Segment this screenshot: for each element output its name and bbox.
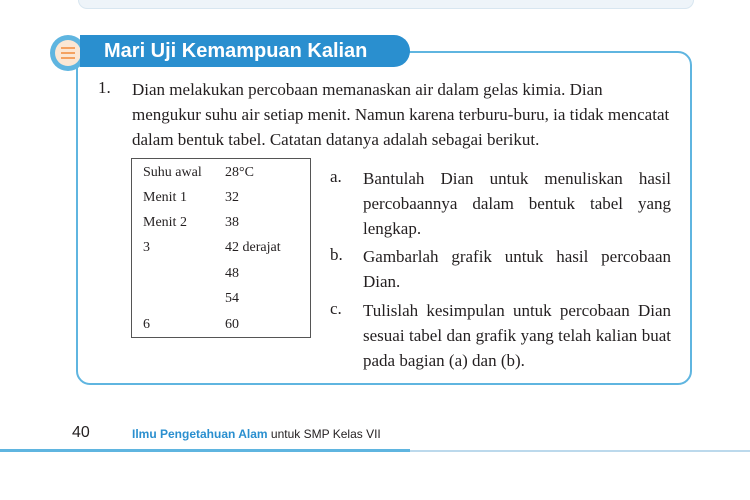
book-subtitle: untuk SMP Kelas VII: [267, 427, 381, 441]
table-cell: 38: [225, 215, 239, 230]
table-cell: 54: [225, 291, 239, 306]
section-title: Mari Uji Kemampuan Kalian: [80, 35, 410, 67]
book-subject: Ilmu Pengetahuan Alam: [132, 427, 268, 441]
option-text: Tulislah kesimpulan untuk percobaan Dian sesuai tabel dan grafik yang telah kalian buat pada bagian (a) dan (b).: [363, 301, 671, 370]
option-letter: a.: [330, 167, 342, 186]
table-cell: 6: [143, 317, 150, 332]
question-text: Dian melakukan percobaan memanaskan air dalam gelas kimia. Dian mengukur suhu air setiap menit. Namun karena terburu-buru, ia tidak mencatat dalam bentuk tabel. Catatan datanya adalah sebagai berikut.: [132, 80, 670, 149]
table-cell: 3: [143, 240, 150, 255]
notebook-icon: [55, 40, 81, 66]
book-title: [132, 427, 381, 441]
table-cell: Suhu awal: [143, 165, 202, 180]
table-cell: 28°C: [225, 165, 254, 180]
option-text: Bantulah Dian untuk menuliskan hasil percobaannya dalam bentuk tabel yang lengkap.: [363, 169, 671, 238]
table-cell: 32: [225, 190, 239, 205]
table-cell: 42 derajat: [225, 240, 281, 255]
table-cell: Menit 1: [143, 190, 187, 205]
table-cell: 48: [225, 266, 239, 281]
option-text: Gambarlah grafik untuk hasil percobaan Dian.: [363, 247, 671, 291]
previous-box-edge: [78, 0, 694, 9]
data-table: [131, 158, 311, 338]
footer-divider-accent: [0, 449, 410, 452]
question-number: 1.: [98, 78, 111, 97]
page-number: 40: [72, 424, 90, 441]
table-cell: Menit 2: [143, 215, 187, 230]
option-letter: c.: [330, 299, 342, 318]
option-letter: b.: [330, 245, 343, 264]
table-cell: 60: [225, 317, 239, 332]
